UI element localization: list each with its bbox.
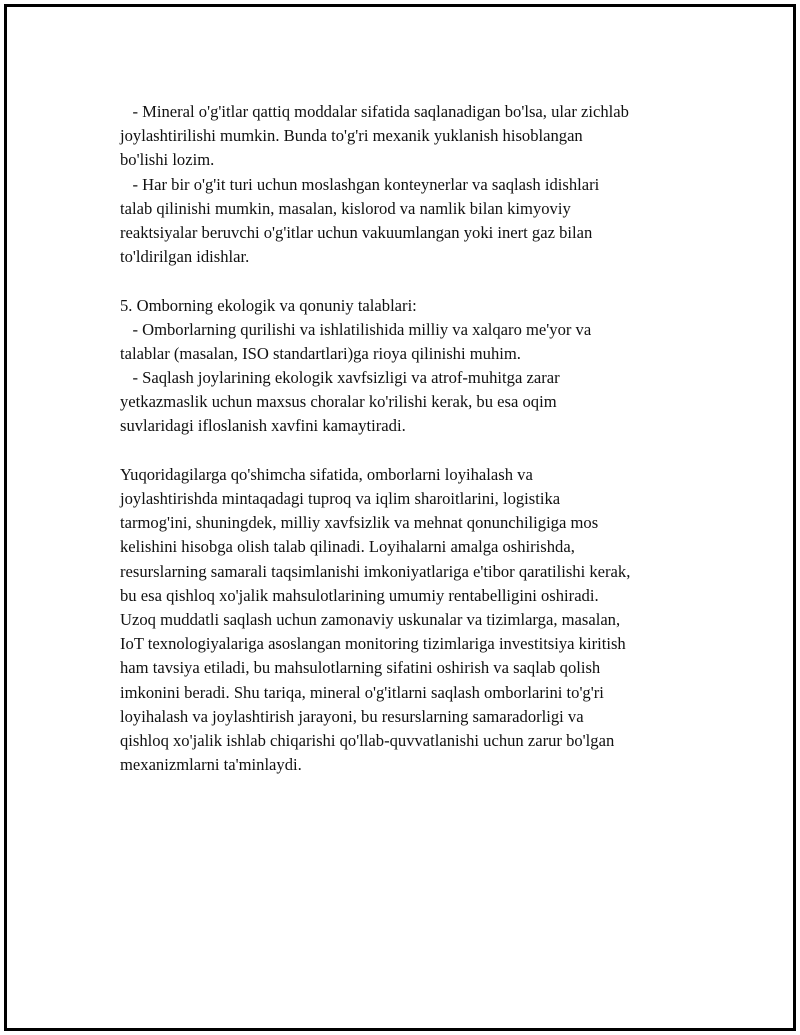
text-line: mexanizmlarni ta'minlaydi. <box>120 755 302 775</box>
text-line: - Mineral o'g'itlar qattiq moddalar sifatida saqlanadigan bo'lsa, ular zichlab <box>120 102 629 121</box>
bullet-mineral-solid <box>120 100 700 173</box>
text-line: IoT texnologiyalariga asoslangan monitoring tizimlariga investitsiya kiritish <box>120 634 626 654</box>
text-line: bo'lishi lozim. <box>120 150 215 170</box>
text-line: 5. Omborning ekologik va qonuniy talablari: <box>120 295 417 315</box>
text-line: resurslarning samarali taqsimlanishi imkoniyatlariga e'tibor qaratilishi kerak, <box>120 561 631 581</box>
text-line: imkonini beradi. Shu tariqa, mineral o'g'itlarni saqlash omborlarini to'g'ri <box>120 682 604 702</box>
text-line: - Har bir o'g'it turi uchun moslashgan konteynerlar va saqlash idishlari <box>120 174 600 194</box>
text-line: bu esa qishloq xo'jalik mahsulotlarining umumiy rentabelligini oshiradi. <box>120 585 599 605</box>
text-line: reaktsiyalar beruvchi o'g'itlar uchun vakuumlangan yoki inert gaz bilan <box>120 222 593 242</box>
bullet-ecology <box>120 366 700 439</box>
text-line: joylashtirilishi mumkin. Bunda to'g'ri mexanik yuklanish hisoblangan <box>120 126 583 146</box>
text-line: Uzoq muddatli saqlash uchun zamonaviy uskunalar va tizimlarga, masalan, <box>120 609 621 629</box>
text-line: - Omborlarning qurilishi va ishlatilishida milliy va xalqaro me'yor va <box>120 319 592 339</box>
text-line: talablar (masalan, ISO standartlari)ga rioya qilinishi muhim. <box>120 343 521 363</box>
text-line: qishloq xo'jalik ishlab chiqarishi qo'llab-quvvatlanishi uchun zarur bo'lgan <box>120 730 615 750</box>
bullet-containers <box>120 173 700 270</box>
text-line: joylashtirishda mintaqadagi tuproq va iqlim sharoitlarini, logistika <box>120 489 561 508</box>
text-line: talab qilinishi mumkin, masalan, kislorod va namlik bilan kimyoviy <box>120 198 571 218</box>
page-frame <box>4 4 796 1031</box>
text-line: suvlaridagi ifloslanish xavfini kamaytiradi. <box>120 416 406 436</box>
section-5-heading <box>120 294 700 318</box>
blank-line <box>120 439 700 463</box>
text-line: to'ldirilgan idishlar. <box>120 247 250 267</box>
text-line: Yuqoridagilarga qo'shimcha sifatida, omborlarni loyihalash va <box>120 464 533 484</box>
blank-line <box>120 269 700 293</box>
text-line: tarmog'ini, shuningdek, milliy xavfsizlik va mehnat qonunchiligiga mos <box>120 513 599 533</box>
text-line: loyihalash va joylashtirish jarayoni, bu resurslarning samaradorligi va <box>120 706 584 726</box>
text-line: - Saqlash joylarining ekologik xavfsizligi va atrof-muhitga zarar <box>120 368 560 388</box>
text-line: kelishini hisobga olish talab qilinadi. Loyihalarni amalga oshirishda, <box>120 537 575 557</box>
text-line: yetkazmaslik uchun maxsus choralar ko'rilishi kerak, bu esa oqim <box>120 392 557 412</box>
conclusion-paragraph <box>120 463 700 777</box>
bullet-standards <box>120 318 700 366</box>
text-line: ham tavsiya etiladi, bu mahsulotlarning sifatini oshirish va saqlab qolish <box>120 658 601 678</box>
document-body <box>120 100 700 777</box>
